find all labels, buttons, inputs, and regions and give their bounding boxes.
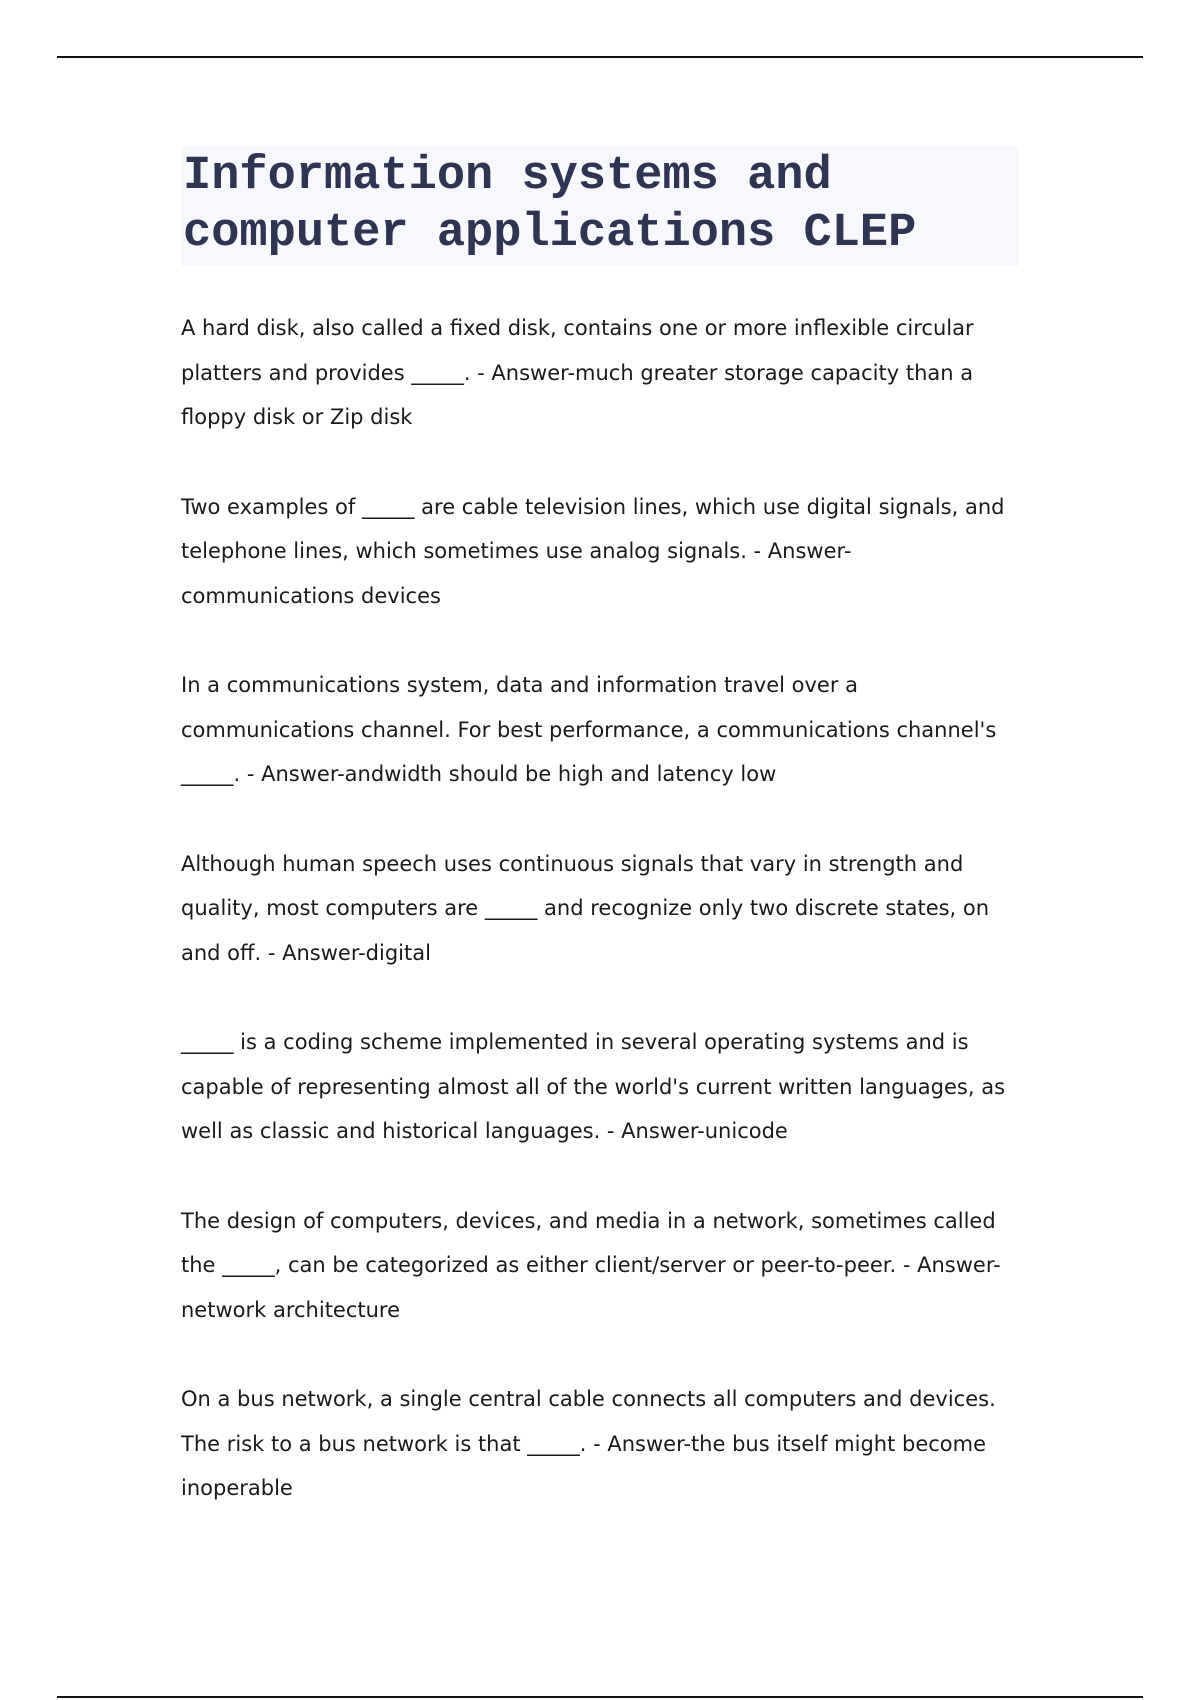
top-rule (57, 56, 1143, 58)
qa-item: On a bus network, a single central cable connects all computers and devices. The risk to a bus network is that _____. - Answer-the bus itself might become inoperable (181, 1387, 996, 1500)
qa-item: The design of computers, devices, and media in a network, sometimes called the _____, can be categorized as either client/server or peer-to-peer. - Answer-network architecture (181, 1208, 1001, 1322)
document-body (181, 146, 1019, 1556)
qa-item: A hard disk, also called a fixed disk, contains one or more inflexible circular platters and provides _____. - Answer-much greater storage capacity than a floppy disk or Zip disk (181, 316, 974, 429)
qa-item: Two examples of _____ are cable television lines, which use digital signals, and telephone lines, which sometimes use analog signals. - Answer-communications devices (181, 494, 1005, 608)
title-block (181, 146, 1019, 266)
page-title: Information systems and computer applications CLEP (183, 150, 917, 260)
qa-item: In a communications system, data and information travel over a communications channel. For best performance, a communications channel's _____. - Answer-andwidth should be high and latency low (181, 673, 997, 786)
bottom-rule (57, 1696, 1143, 1698)
qa-item: Although human speech uses continuous signals that vary in strength and quality, most computers are _____ and recognize only two discrete states, on and off. - Answer-digital (181, 851, 990, 965)
qa-item: _____ is a coding scheme implemented in several operating systems and is capable of representing almost all of the world's current written languages, as well as classic and historical languages. - Answer-unicode (181, 1030, 1006, 1143)
qa-list (181, 306, 1019, 1511)
